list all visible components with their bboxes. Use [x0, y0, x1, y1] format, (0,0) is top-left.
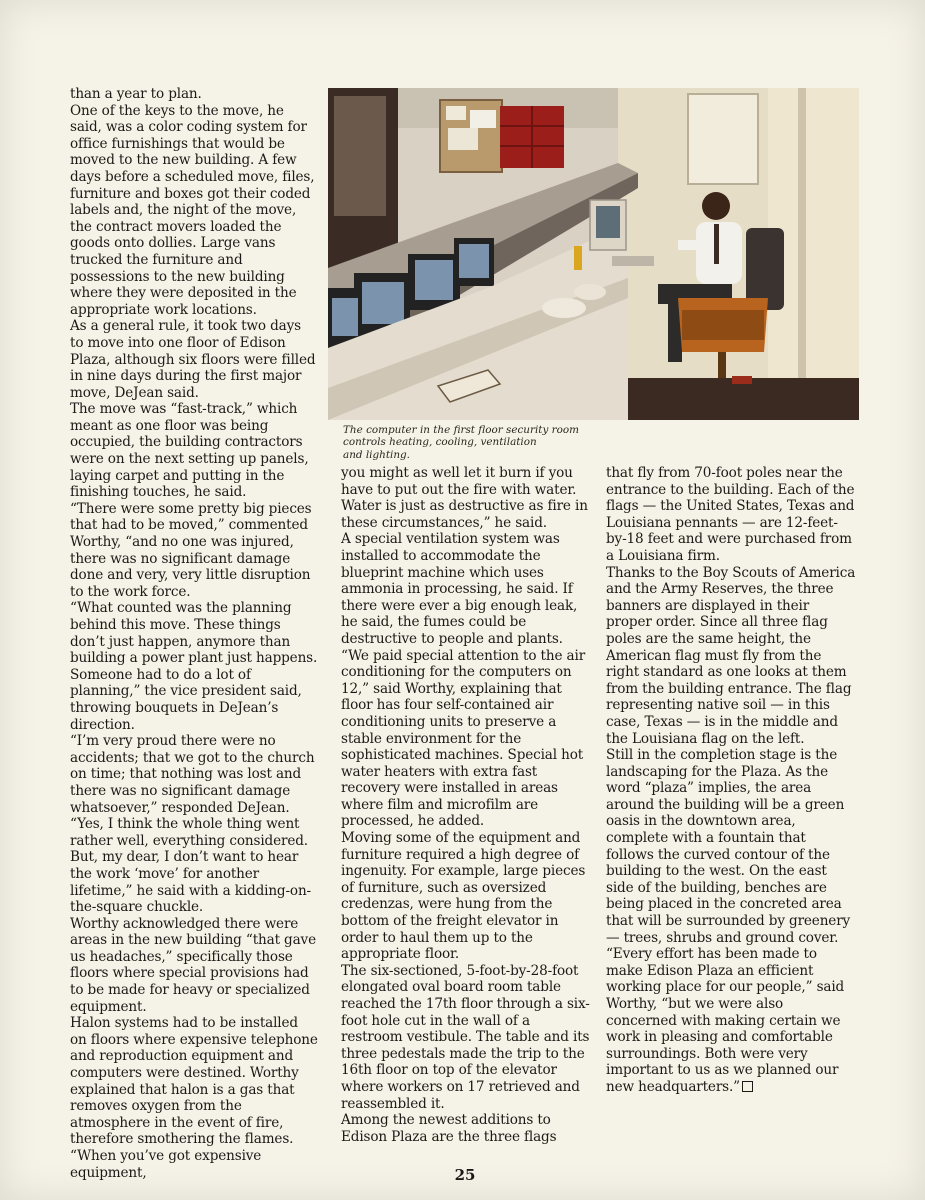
end-of-article-mark — [742, 1081, 753, 1092]
security-room-illustration — [328, 88, 859, 420]
article-column-1: than a year to plan. One of the keys to the move, he said, was a color coding system for office furnishings that would be moved to the new building. A few days before a scheduled move, files, furniture and boxes got their coded labels and, the night of the move, the contract movers loaded the goods onto dollies. Large vans trucked the furniture and possessions to the new building where they were deposited in the appropriate work locations. As a general rule, it took two days to move into one floor of Edison Plaza, although six floors were filled in nine days during the first major move, DeJean said. The move was “fast-track,” which meant as one floor was being occupied, the building contractors were on the next setting up panels, laying carpet and putting in the finishing touches, he said. “There were some pretty big pieces that had to be moved,” commented Worthy, “and no one was injured, there was no significant damage done and very, very little disruption to the work force. “What counted was the planning behind this move. These things don’t just happen, anymore than building a power plant just happens. Someone had to do a lot of planning,” the vice president said, throwing bouquets in DeJean’s direction. “I’m very proud there were no accidents; that we got to the church on time; that nothing was lost and there was no significant damage whatsoever,” responded DeJean. “Yes, I think the whole thing went rather well, everything considered. But, my dear, I don’t want to hear the work ‘move’ for another lifetime,” he said with a kidding-on-the-square chuckle. Worthy acknowledged there were areas in the new building “that gave us headaches,” specifically those floors where special provisions had to be made for heavy or specialized equipment. Halon systems had to be installed on floors where expensive telephone and reproduction equipment and computers were destined. Worthy explained that halon is a gas that removes oxygen from the atmosphere in the event of fire, therefore smothering the flames. “When you’ve got expensive equipment, — [70, 86, 318, 1181]
page-number: 25 — [454, 1166, 476, 1184]
article-column-2: you might as well let it burn if you have to put out the fire with water. Water is just as destructive as fire in these circumstances,” he said. A special ventilation system was installed to accommodate the blueprint machine which uses ammonia in processing, he said. If there were ever a big enough leak, he said, the fumes could be destructive to people and plants. “We paid special attention to the air conditioning for the computers on 12,” said Worthy, explaining that floor has four self-contained air conditioning units to preserve a stable environment for the sophisticated machines. Special hot water heaters with extra fast recovery were installed in areas where film and microfilm are processed, he added. Moving some of the equipment and furniture required a high degree of ingenuity. For example, large pieces of furniture, such as oversized credenzas, were hung from the bottom of the freight elevator in order to haul them up to the appropriate floor. The six-sectioned, 5-foot-by-28-foot elongated oval board room table reached the 17th floor through a six-foot hole cut in the wall of a restroom vestibule. The table and its three pedestals made the trip to the 16th floor on top of the elevator where workers on 17 retrieved and reassembled it. Among the newest additions to Edison Plaza are the three flags — [341, 465, 590, 1145]
photo-caption: The computer in the first floor security room controls heating, cooling, ventilation and lighting. — [343, 424, 579, 461]
article-column-3-text: that fly from 70-foot poles near the entrance to the building. Each of the flags — the United States, Texas and Louisiana pennants — are 12-feet-by-18 feet and were purchased from a Louisiana firm. Thanks to the Boy Scouts of America and the Army Reserves, the three banners are displayed in their proper order. Since all three flag poles are the same height, the American flag must fly from the right standard as one looks at them from the building entrance. The flag representing native soil — in this case, Texas — is in the middle and the Louisiana flag on the left. Still in the completion stage is the landscaping for the Plaza. As the word “plaza” implies, the area around the building will be a green oasis in the downtown area, complete with a fountain that follows the curved contour of the building to the west. On the east side of the building, benches are being placed in the concreted area that will be surrounded by greenery — trees, shrubs and ground cover. “Every effort has been made to make Edison Plaza an efficient working place for our people,” said Worthy, “but we were also concerned with making certain we work in pleasing and comfortable surroundings. Both were very important to us as we planned our new headquarters.” — [606, 465, 856, 1095]
article-column-3 — [606, 465, 856, 1096]
security-room-photo — [328, 88, 859, 420]
